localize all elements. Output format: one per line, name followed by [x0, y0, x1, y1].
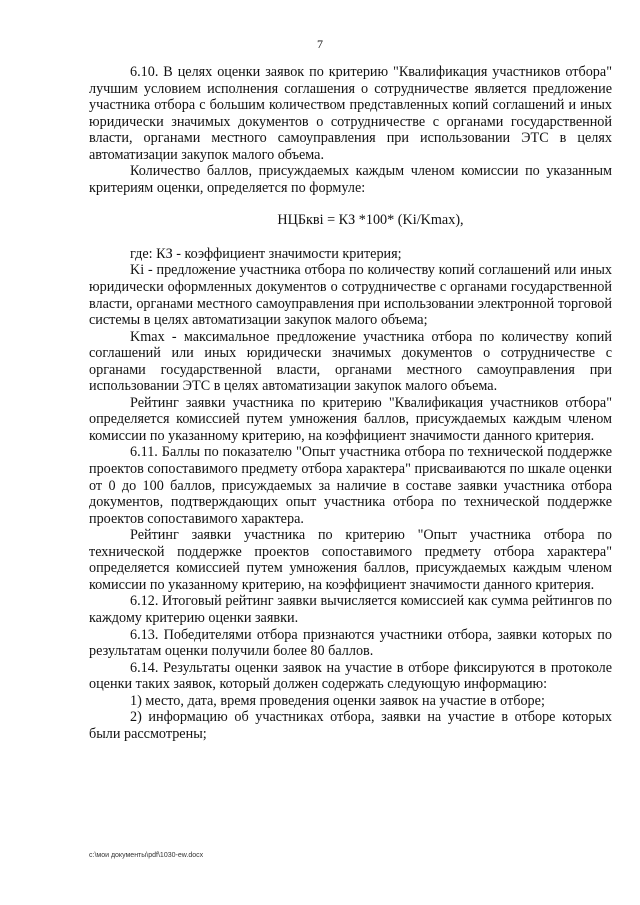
paragraph-6-11: 6.11. Баллы по показателю "Опыт участника отбора по технической поддержке проектов сопоставимого предмету отбора характера" присваиваются по шкале оценки от 0 до 100 баллов, присуждаемых за наличие в составе заявки участника отбора документов, подтверждающих опыт участника отбора по технической поддержке проектов сопоставимого характера. — [89, 444, 612, 527]
paragraph-ki-definition: Ki - предложение участника отбора по количеству копий соглашений или иных юридически оформленных документов о сотрудничестве с органами государственной власти, органами местного самоуправления при использовании электронной торговой системы в целях автоматизации закупок малого объема; — [89, 262, 612, 329]
paragraph-kz-definition: где: КЗ - коэффициент значимости критерия; — [130, 245, 402, 262]
footer-file-path: c:\мои документы\pdf\1030-ew.docx — [89, 852, 204, 859]
paragraph-6-14: 6.14. Результаты оценки заявок на участие в отборе фиксируются в протоколе оценки таких заявок, который должен содержать следующую информацию: — [89, 659, 612, 693]
paragraph-6-13: 6.13. Победителями отбора признаются участники отбора, заявки которых по результатам оценки получили более 80 баллов. — [89, 626, 612, 660]
list-item-2: 2) информацию об участниках отбора, заявки на участие в отборе которых были рассмотрены; — [89, 709, 612, 742]
document-body — [89, 64, 612, 742]
paragraph-kmax-definition: Kmax - максимальное предложение участника отбора по количеству копий соглашений или иных юридически значимых документов о сотрудничестве с органами государственной власти, органами местного самоуправления при использовании ЭТС в целях автоматизации закупок малого объема. — [89, 328, 612, 395]
paragraph-experience-rating: Рейтинг заявки участника по критерию "Опыт участника отбора по технической поддержке проектов сопоставимого предмету отбора характера" определяется комиссией путем умножения баллов, присуждаемых каждым членом комиссии по указанному критерию, на коэффициент значимости данного критерия. — [89, 527, 612, 593]
page-number: 7 — [317, 37, 323, 51]
paragraph-6-10: 6.10. В целях оценки заявок по критерию "Квалификация участников отбора" лучшим условием исполнения соглашения о сотрудничестве является предложение участника отбора с большим количеством представленных копий соглашений и иных юридически значимых документов о сотрудничестве с органами государственной власти, органами местного самоуправления при использовании ЭТС в целях автоматизации закупок малого объема. — [89, 64, 612, 163]
paragraph-6-12: 6.12. Итоговый рейтинг заявки вычисляется комиссией как сумма рейтингов по каждому критерию оценки заявки. — [89, 593, 612, 626]
formula: НЦБквi = КЗ *100* (Ki/Kmax), — [277, 212, 464, 229]
list-item-1: 1) место, дата, время проведения оценки заявок на участие в отборе; — [130, 692, 545, 709]
paragraph-score-intro: Количество баллов, присуждаемых каждым членом комиссии по указанным критериям оценки, определяется по формуле: — [89, 163, 612, 196]
paragraph-qualification-rating: Рейтинг заявки участника по критерию "Квалификация участников отбора" определяется комиссией путем умножения баллов, присуждаемых каждым членом комиссии по указанному критерию, на коэффициент значимости данного критерия. — [89, 394, 612, 444]
